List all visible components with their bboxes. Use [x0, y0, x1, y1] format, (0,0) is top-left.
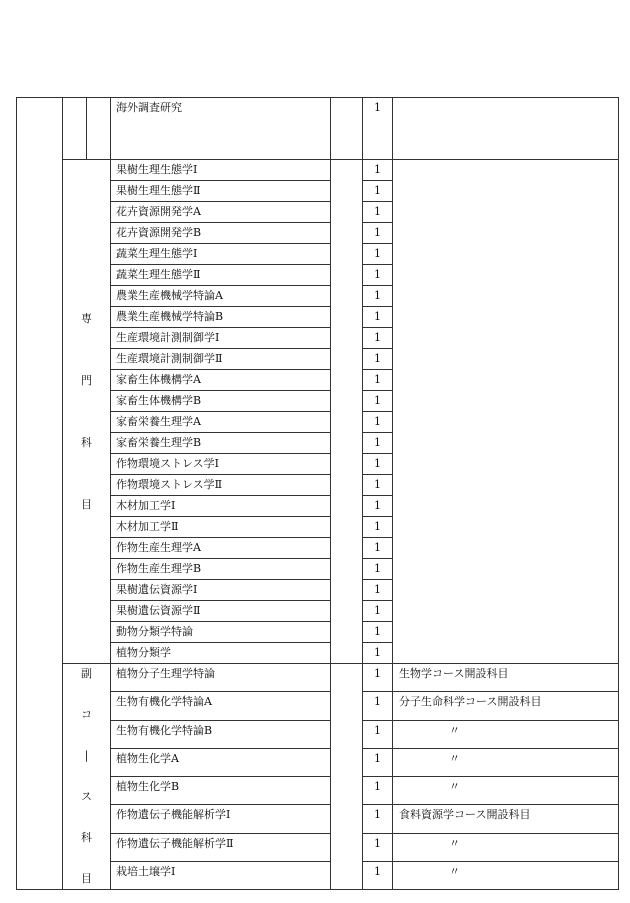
note-cell: 生物学コース開設科目 [393, 664, 619, 692]
subject-name: 栽培土壌学Ⅰ [111, 861, 331, 889]
section-label-subcourse [63, 664, 111, 890]
subject-name: 木材加工学Ⅰ [111, 496, 331, 517]
credit-cell: 1 [363, 454, 393, 475]
group-cell [63, 98, 87, 160]
label-char: 副 [81, 667, 92, 680]
subject-name: 作物生産生理学A [111, 538, 331, 559]
note-cell: 分子生命科学コース開設科目 [393, 692, 619, 720]
subject-name: 生産環境計測制御学Ⅱ [111, 349, 331, 370]
subject-name: 生産環境計測制御学Ⅰ [111, 328, 331, 349]
credit-cell: 1 [363, 265, 393, 286]
subject-name: 果樹遺伝資源学Ⅱ [111, 601, 331, 622]
credit-cell: 1 [363, 244, 393, 265]
label-char: 科 [81, 435, 92, 449]
subject-name: 農業生産機械学特論B [111, 307, 331, 328]
credit-cell: 1 [363, 202, 393, 223]
subject-name: 農業生産機械学特論A [111, 286, 331, 307]
credit-cell: 1 [363, 692, 393, 720]
credit-cell: 1 [363, 160, 393, 181]
curriculum-table [16, 97, 619, 890]
label-char: 専 [81, 311, 92, 325]
credit-cell: 1 [363, 622, 393, 643]
subject-name: 植物分子生理学特論 [111, 664, 331, 692]
subject-name: 蔬菜生理生態学Ⅱ [111, 265, 331, 286]
credit-cell: 1 [363, 517, 393, 538]
note-cell: 〃 [393, 833, 619, 861]
table-row [17, 160, 619, 181]
section-label-specialized [63, 160, 111, 664]
credit-cell: 1 [363, 861, 393, 889]
subject-name: 作物遺伝子機能解析学Ⅱ [111, 833, 331, 861]
label-char: 目 [81, 872, 92, 885]
blank-cell [331, 160, 363, 664]
label-char: | [84, 749, 89, 762]
label-char: コ [81, 708, 92, 721]
subject-name: 植物分類学 [111, 643, 331, 664]
credit-cell: 1 [363, 181, 393, 202]
subject-name: 果樹遺伝資源学Ⅰ [111, 580, 331, 601]
subject-name: 海外調査研究 [111, 98, 331, 160]
credit-cell: 1 [363, 777, 393, 805]
category-cell [17, 98, 63, 890]
note-cell [393, 98, 619, 160]
label-char: 科 [81, 831, 92, 844]
credit-cell: 1 [363, 328, 393, 349]
note-cell: 〃 [393, 720, 619, 748]
credit-cell: 1 [363, 664, 393, 692]
subject-name: 家畜栄養生理学B [111, 433, 331, 454]
credit-cell: 1 [363, 496, 393, 517]
subject-name: 家畜栄養生理学A [111, 412, 331, 433]
note-cell: 〃 [393, 748, 619, 776]
note-cell: 〃 [393, 861, 619, 889]
credit-cell: 1 [363, 601, 393, 622]
table-row [17, 664, 619, 692]
label-char: 目 [81, 497, 92, 511]
table-row [17, 98, 619, 160]
credit-cell: 1 [363, 433, 393, 454]
subject-name: 花卉資源開発学B [111, 223, 331, 244]
credit-cell: 1 [363, 538, 393, 559]
subject-name: 作物遺伝子機能解析学Ⅰ [111, 805, 331, 833]
note-cell [393, 160, 619, 664]
subject-name: 花卉資源開発学A [111, 202, 331, 223]
subject-name: 作物生産生理学B [111, 559, 331, 580]
blank-cell [331, 98, 363, 160]
note-cell: 〃 [393, 777, 619, 805]
subject-name: 果樹生理生態学Ⅱ [111, 181, 331, 202]
credit-cell: 1 [363, 720, 393, 748]
subject-name: 動物分類学特論 [111, 622, 331, 643]
credit-cell: 1 [363, 748, 393, 776]
credit-cell: 1 [363, 370, 393, 391]
label-char: 門 [81, 373, 92, 387]
subgroup-cell [87, 98, 111, 160]
subject-name: 生物有機化学特論B [111, 720, 331, 748]
label-char: ス [81, 790, 92, 803]
subject-name: 果樹生理生態学Ⅰ [111, 160, 331, 181]
subject-name: 植物生化学B [111, 777, 331, 805]
subject-name: 生物有機化学特論A [111, 692, 331, 720]
subject-name: 植物生化学A [111, 748, 331, 776]
credit-cell: 1 [363, 412, 393, 433]
credit-cell: 1 [363, 223, 393, 244]
credit-cell: 1 [363, 833, 393, 861]
subject-name: 蔬菜生理生態学Ⅰ [111, 244, 331, 265]
credit-cell: 1 [363, 580, 393, 601]
credit-cell: 1 [363, 391, 393, 412]
credit-cell: 1 [363, 286, 393, 307]
credit-cell: 1 [363, 98, 393, 160]
subject-name: 家畜生体機構学A [111, 370, 331, 391]
credit-cell: 1 [363, 349, 393, 370]
blank-cell [331, 664, 363, 890]
credit-cell: 1 [363, 475, 393, 496]
subject-name: 家畜生体機構学B [111, 391, 331, 412]
subject-name: 作物環境ストレス学Ⅱ [111, 475, 331, 496]
subject-name: 木材加工学Ⅱ [111, 517, 331, 538]
credit-cell: 1 [363, 307, 393, 328]
credit-cell: 1 [363, 643, 393, 664]
credit-cell: 1 [363, 805, 393, 833]
subject-name: 作物環境ストレス学Ⅰ [111, 454, 331, 475]
note-cell: 食料資源学コース開設科目 [393, 805, 619, 833]
credit-cell: 1 [363, 559, 393, 580]
